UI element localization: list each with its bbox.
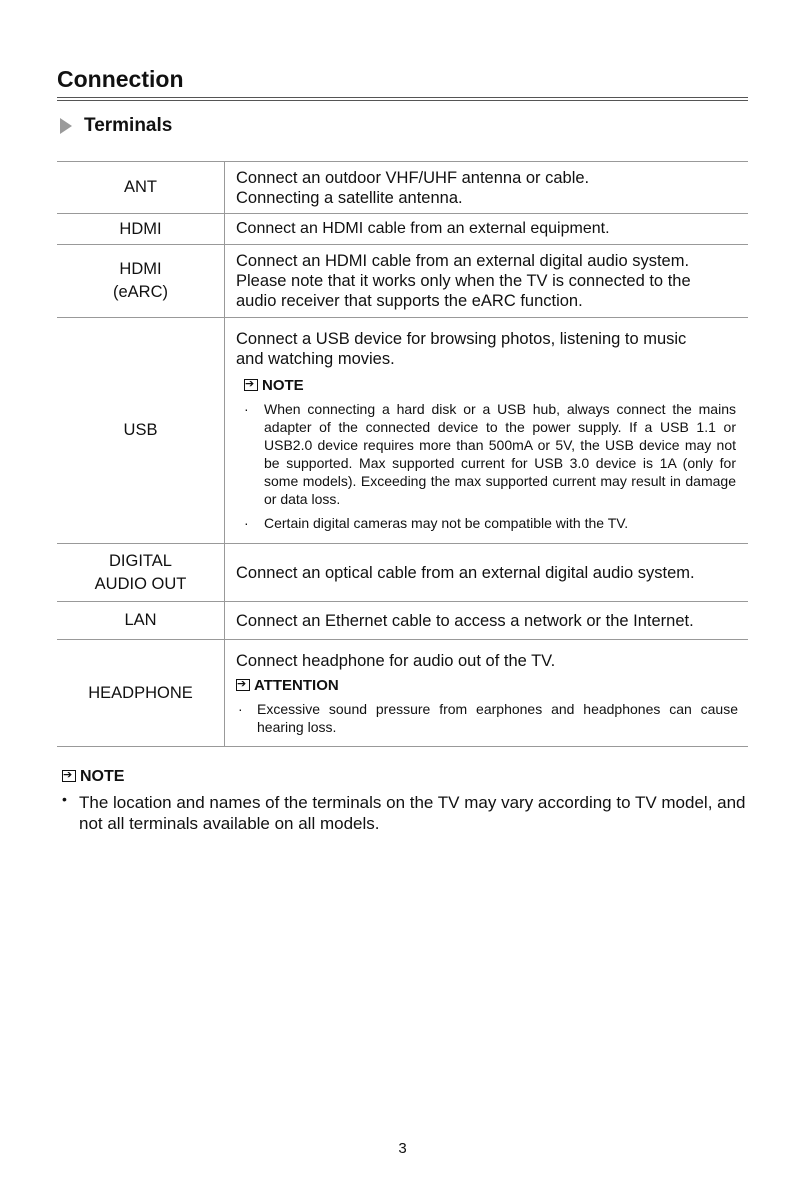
table-row [57,245,748,318]
table-row [57,602,748,640]
terminal-description: Connect an Ethernet cable to access a network or the Internet. [225,602,749,640]
terminal-description: Connect an optical cable from an external digital audio system. [225,544,749,602]
terminal-description: Connect an HDMI cable from an external digital audio system. Please note that it works only when the TV is connected to the audio receiver that supports the eARC function. [225,245,749,318]
terminal-label: ANT [57,162,225,214]
terminal-description: Connect a USB device for browsing photos, listening to music and watching movies. ➔NOTE · When connecting a hard disk or a USB hub, always connect the mains adapter of the connected device to the power supply. If a USB 1.1 or USB2.0 device requires more than 500mA or 5V, the USB device may not be supported. Max supported current for USB 3.0 device is 1A (only for some models). Exceeding the max supported current may result in damage or data loss. · Certain digital cameras may not be compatible with the TV. [225,318,749,544]
section-title: Terminals [84,115,173,136]
title-divider-secondary [57,100,748,101]
bottom-note-text: • The location and names of the terminals on the TV may vary according to TV model, and not all terminals available on all models. [62,791,746,833]
table-row [57,162,748,214]
usb-note-bullet: · When connecting a hard disk or a USB hub, always connect the mains adapter of the connected device to the power supply. If a USB 1.1 or USB2.0 device requires more than 500mA or 5V, the USB device may not be supported. Max supported current for USB 3.0 device is 1A (only for some models). Exceeding the max supported current may result in damage or data loss. [244,401,736,507]
table-row [57,544,748,602]
terminals-table [57,161,748,747]
title-divider [57,97,748,98]
usb-note-bullet: · Certain digital cameras may not be compatible with the TV. [244,515,629,531]
attention-header: ➔ATTENTION [236,675,738,696]
table-row [57,214,748,245]
page-title: Connection [57,66,184,92]
table-row [57,640,748,747]
terminal-label: DIGITAL AUDIO OUT [57,544,225,602]
terminal-label: USB [57,318,225,544]
terminal-description: Connect an outdoor VHF/UHF antenna or cable. Connecting a satellite antenna. [225,162,749,214]
terminal-description: Connect headphone for audio out of the TV. ➔ATTENTION · Excessive sound pressure from earphones and headphones can cause hearing loss. [225,640,749,747]
terminal-description: Connect an HDMI cable from an external equipment. [225,214,749,245]
terminal-label: HDMI [57,214,225,245]
terminal-label: HDMI (eARC) [57,245,225,318]
note-arrow-icon [244,379,258,391]
terminal-label: LAN [57,602,225,640]
section-heading [60,115,172,137]
triangle-bullet-icon [60,118,72,134]
table-row [57,318,748,544]
usb-note-header: ➔NOTE [244,375,736,396]
page-number: 3 [398,1140,407,1157]
attention-bullet: · Excessive sound pressure from earphones and headphones can cause hearing loss. [238,700,738,735]
attention-arrow-icon [236,679,250,691]
terminal-label: HEADPHONE [57,640,225,747]
note-arrow-icon [62,770,76,782]
bottom-note-header: ➔NOTE [62,768,124,786]
